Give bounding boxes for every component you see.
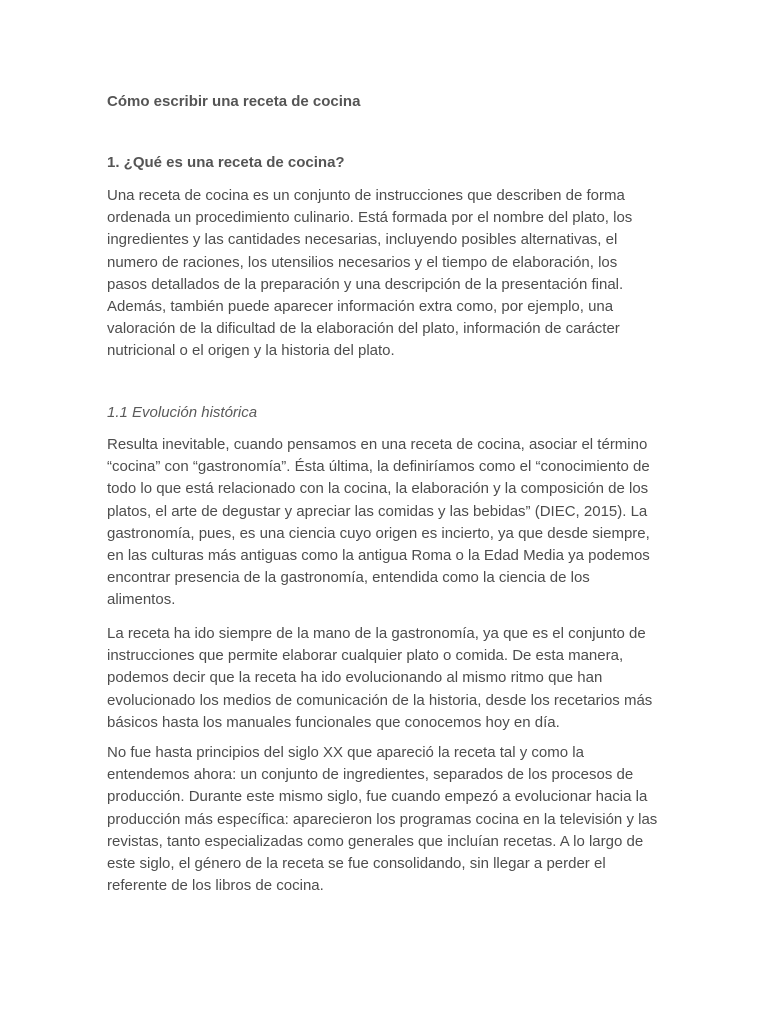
paragraph-line: revistas, tanto especializadas como generales que incluían recetas. A lo largo de [107,832,644,850]
paragraph-line: Además, también puede aparecer información extra como, por ejemplo, una [107,298,614,316]
paragraph-line: básicos hasta los manuales funcionales que conocemos hoy en día. [107,713,560,731]
paragraph-recipe-evolution [107,623,652,734]
paragraph-gastronomy [107,434,650,612]
paragraph-line: Resulta inevitable, cuando pensamos en una receta de cocina, asociar el término [107,436,648,453]
paragraph-line: gastronomía, pues, es una ciencia cuyo origen es incierto, ya que desde siempre, [107,524,650,542]
paragraph-line: evolucionado los medios de comunicación de la historia, desde los recetarios más [107,691,653,709]
paragraph-line: platos, el arte de degustar y apreciar las comidas y las bebidas” (DIEC, 2015). La [107,502,648,520]
paragraph-line: en las culturas más antiguas como la antigua Roma o la Edad Media ya podemos [107,547,650,565]
paragraph-line: referente de los libros de cocina. [107,877,324,895]
paragraph-line: producción más específica: aparecieron los programas cocina en la televisión y las [107,810,658,828]
paragraph-line: “cocina” con “gastronomía”. Ésta última, la definiríamos como el “conocimiento de [107,458,650,476]
paragraph-line: instrucciones que permite elaborar cualquier plato o comida. De esta manera, [107,647,624,665]
paragraph-definition [107,185,632,363]
paragraph-line: ingredientes y las cantidades necesarias, incluyendo posibles alternativas, el [107,231,618,249]
paragraph-line: encontrar presencia de la gastronomía, entendida como la ciencia de los [107,569,590,587]
paragraph-line: este siglo, el género de la receta se fue consolidando, sin llegar a perder el [107,855,606,873]
paragraph-line: ordenada un procedimiento culinario. Está formada por el nombre del plato, los [107,209,633,227]
paragraph-line: podemos decir que la receta ha ido evolucionando al mismo ritmo que han [107,669,603,687]
paragraph-twentieth-century [107,742,657,897]
paragraph-line: todo lo que está relacionado con la cocina, la elaboración y la composición de los [107,480,649,498]
subsection-heading: 1.1 Evolución histórica [107,404,258,421]
paragraph-line: La receta ha ido siempre de la mano de la gastronomía, ya que es el conjunto de [107,625,646,642]
paragraph-line: numero de raciones, los utensilios necesarios y el tiempo de elaboración, los [107,253,618,271]
document-title: Cómo escribir una receta de cocina [107,93,361,110]
paragraph-line: entendemos ahora: un conjunto de ingredientes, separados de los procesos de [107,766,634,784]
paragraph-line: pasos detallados de la preparación y una descripción de la presentación final. [107,275,624,293]
paragraph-line: nutricional o el origen y la historia del plato. [107,342,395,360]
section-heading: 1. ¿Qué es una receta de cocina? [107,154,345,171]
paragraph-line: No fue hasta principios del siglo XX que apareció la receta tal y como la [107,744,584,761]
paragraph-line: Una receta de cocina es un conjunto de instrucciones que describen de forma [107,187,625,204]
paragraph-line: producción. Durante este mismo siglo, fue cuando empezó a evolucionar hacia la [107,788,648,806]
paragraph-line: alimentos. [107,591,176,609]
paragraph-line: valoración de la dificultad de la elaboración del plato, información de carácter [107,320,620,338]
